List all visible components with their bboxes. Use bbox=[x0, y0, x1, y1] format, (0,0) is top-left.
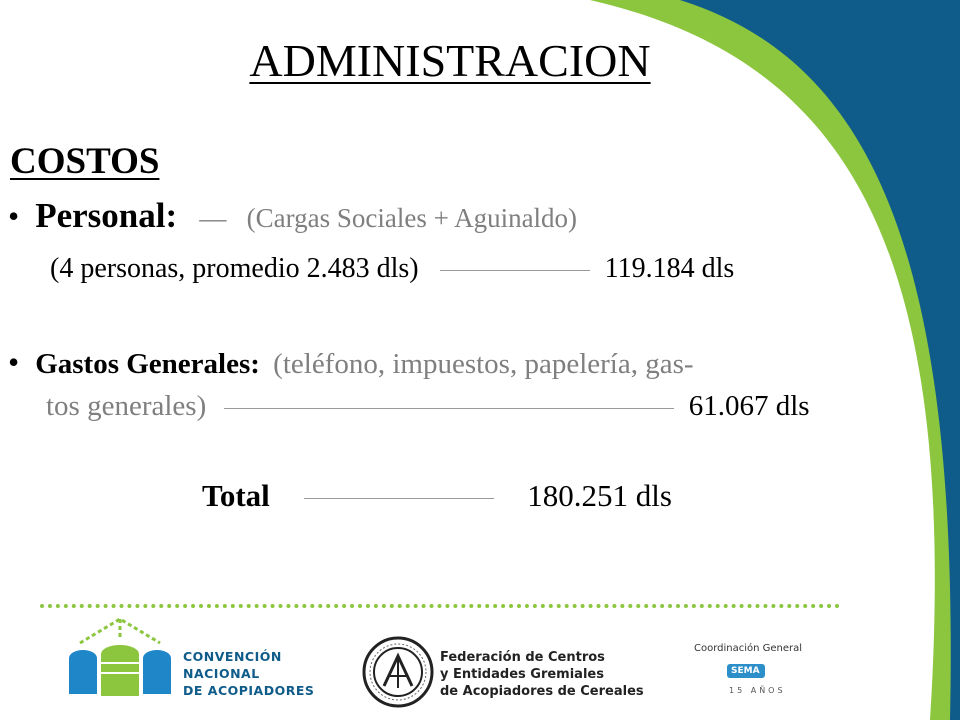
gastos-label: Gastos Generales: bbox=[35, 348, 260, 380]
total-label: Total bbox=[202, 478, 270, 513]
fed-line3: de Acopiadores de Cereales bbox=[440, 684, 644, 699]
sema-years: 15 AÑOS bbox=[729, 686, 786, 695]
gastos-detail-line1: (teléfono, impuestos, papelería, gas- bbox=[273, 348, 694, 380]
personal-amount: 119.184 dls bbox=[604, 253, 735, 284]
slide-title: ADMINISTRACION bbox=[249, 35, 651, 86]
gastos-detail-line2: tos generales) bbox=[46, 390, 207, 422]
silos-logo-icon bbox=[69, 619, 171, 696]
gastos-amount: 61.067 dls bbox=[688, 390, 810, 422]
coordination-label: Coordinación General bbox=[694, 643, 803, 654]
bullet-icon: • bbox=[8, 344, 20, 380]
federation-logo-text bbox=[440, 649, 644, 700]
fed-line2: y Entidades Gremiales bbox=[440, 667, 604, 682]
total-amount: 180.251 dls bbox=[527, 478, 672, 513]
cna-line1: CONVENCIÓN bbox=[183, 649, 282, 664]
cna-line3: DE ACOPIADORES bbox=[183, 683, 315, 698]
personal-dash: — bbox=[199, 203, 227, 233]
personal-sub: (4 personas, promedio 2.483 dls) bbox=[50, 253, 419, 284]
section-heading: COSTOS bbox=[10, 141, 160, 182]
bullet-icon: • bbox=[8, 198, 20, 234]
personal-detail: (Cargas Sociales + Aguinaldo) bbox=[246, 203, 578, 233]
federation-seal-icon bbox=[364, 638, 432, 706]
sema-logo-text: SEMA bbox=[731, 666, 760, 676]
fed-line1: Federación de Centros bbox=[440, 650, 605, 665]
personal-label: Personal: bbox=[35, 196, 178, 235]
cna-line2: NACIONAL bbox=[183, 666, 260, 681]
cna-logo-text bbox=[183, 648, 314, 699]
